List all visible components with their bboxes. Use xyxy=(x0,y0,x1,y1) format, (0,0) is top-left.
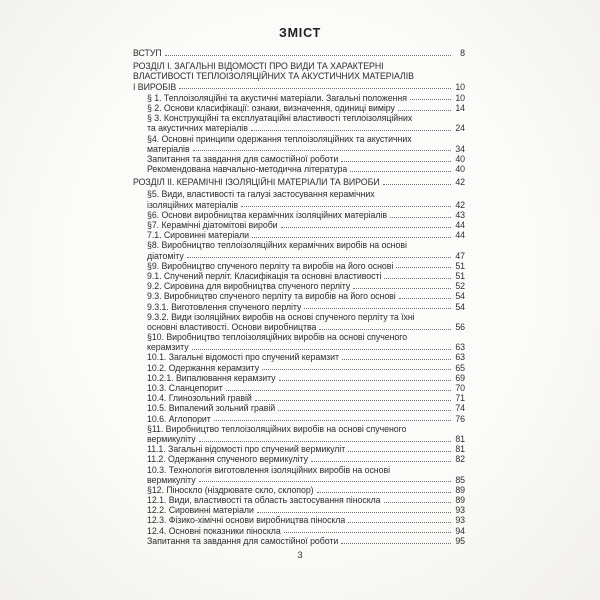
toc-entry-page: 56 xyxy=(455,321,465,332)
toc-entry-continuation xyxy=(133,424,465,434)
toc-entry-text: 9.1. Спучений перліт. Класифікація та основні властивості xyxy=(147,270,382,281)
toc-entry-page: 43 xyxy=(455,209,465,220)
toc-entry-page: 42 xyxy=(455,199,465,210)
toc-entry xyxy=(133,93,465,103)
toc-entry-page: 93 xyxy=(455,505,465,516)
toc-entry-page: 10 xyxy=(455,92,465,103)
toc-entry-text: 9.3. Виробництво спученого перліту та виробів на його основі xyxy=(147,291,396,302)
toc-entry-text: 9.3.1. Виготовлення спученого перліту xyxy=(147,301,302,312)
toc-entry-page: 51 xyxy=(455,260,465,271)
toc-entry-text: матеріалів xyxy=(147,143,190,154)
dot-leader xyxy=(252,236,451,238)
toc-entry-text: 11.1. Загальні відомості про спучений вермикуліт xyxy=(147,444,346,455)
toc-entry-page: 54 xyxy=(455,291,465,302)
dot-leader xyxy=(348,450,451,452)
toc-entry-page: 24 xyxy=(455,123,465,134)
toc-entry-text: 10.4. Глинозольний гравій xyxy=(147,393,252,404)
dot-leader xyxy=(390,216,451,218)
toc-entry-text: керамзиту xyxy=(147,342,189,353)
dot-leader xyxy=(255,399,451,401)
toc-entry-page: 44 xyxy=(455,230,465,241)
toc-entry-page: 63 xyxy=(455,352,465,363)
dot-leader xyxy=(348,521,451,523)
toc-entry-continuation xyxy=(133,189,465,199)
toc-entry-text: Запитання та завдання для самостійної роботи xyxy=(147,535,339,546)
toc-entry xyxy=(133,515,465,525)
toc-entry xyxy=(133,164,465,174)
toc-entry-continuation xyxy=(133,332,465,342)
toc-entry-text: вермикуліту xyxy=(147,474,196,485)
toc-entry-text: §12. Піноскло (ніздрювате скло, склопор) xyxy=(147,484,314,495)
toc-entry-text: ізоляційних матеріалів xyxy=(147,199,238,210)
dot-leader xyxy=(304,307,451,309)
toc-entry xyxy=(133,414,465,424)
dot-leader xyxy=(384,277,451,279)
dot-leader xyxy=(311,460,451,462)
toc-entry-page: 85 xyxy=(455,474,465,485)
toc-entry-page: 81 xyxy=(455,433,465,444)
dot-leader xyxy=(399,297,451,299)
dot-leader xyxy=(342,358,451,360)
toc-entry xyxy=(133,291,465,301)
toc-entry xyxy=(133,154,465,164)
toc-entry xyxy=(133,48,465,58)
toc-entry-page: 93 xyxy=(455,515,465,526)
toc-entry xyxy=(133,373,465,383)
toc-entry-text: 9.3.2. Види ізоляційних виробів на основі спученого перліту та їхні xyxy=(147,311,415,322)
toc-entry-page: 95 xyxy=(455,535,465,546)
toc-entry-continuation xyxy=(133,465,465,475)
page-title: ЗМІСТ xyxy=(278,26,322,40)
toc-entry-page: 40 xyxy=(455,153,465,164)
toc-entry xyxy=(133,393,465,403)
dot-leader xyxy=(350,170,451,172)
toc-entry xyxy=(133,261,465,271)
toc-entry-text: 10.2.1. Випалювання керамзиту xyxy=(147,372,276,383)
toc-entry xyxy=(133,251,465,261)
toc-entry-page: 65 xyxy=(455,362,465,373)
toc-entry-page: 51 xyxy=(455,270,465,281)
toc-entry-page: 89 xyxy=(455,484,465,495)
toc-entry xyxy=(133,281,465,291)
dot-leader xyxy=(179,87,451,89)
toc-entry-text: діатоміту xyxy=(147,250,184,261)
toc-entry-text: 7.1. Сировинні матеріали xyxy=(147,230,250,241)
toc-entry xyxy=(133,200,465,210)
toc-entry-page: 74 xyxy=(455,403,465,414)
dot-leader xyxy=(193,149,451,151)
toc-entry-page: 94 xyxy=(455,525,465,536)
toc-entry-text: §4. Основні принципи одержання теплоізоляційних та акустичних xyxy=(147,133,412,144)
toc-entry-text: 10.3. Сланцепорит xyxy=(147,383,223,393)
toc-list xyxy=(133,48,465,546)
toc-entry-text: §9. Виробництво спученого перліту та виробів на його основі xyxy=(147,260,394,271)
toc-entry-text: § 2. Основи класифікації: ознаки, визначення, одиниці виміру xyxy=(147,102,395,113)
toc-entry xyxy=(133,505,465,515)
toc-entry xyxy=(133,363,465,373)
toc-entry-text: 10.1. Загальні відомості про спучений керамзит xyxy=(147,352,339,363)
dot-leader xyxy=(341,160,451,162)
toc-entry-text: та акустичних матеріалів xyxy=(147,123,248,134)
dot-leader xyxy=(383,183,451,185)
dot-leader xyxy=(214,419,451,421)
dot-leader xyxy=(257,511,451,513)
dot-leader xyxy=(398,109,451,111)
toc-entry-page: 81 xyxy=(455,444,465,455)
toc-entry-continuation xyxy=(133,312,465,322)
toc-entry xyxy=(133,526,465,536)
toc-entry xyxy=(133,495,465,505)
toc-entry-continuation xyxy=(133,71,465,81)
toc-entry-text: Рекомендована навчально-методична література xyxy=(147,164,348,175)
toc-entry xyxy=(133,454,465,464)
toc-entry xyxy=(133,475,465,485)
dot-leader xyxy=(341,542,451,544)
toc-entry-text: вермикуліту xyxy=(147,433,196,444)
toc-entry-page: 54 xyxy=(455,301,465,312)
toc-entry xyxy=(133,352,465,362)
toc-entry xyxy=(133,123,465,133)
dot-leader xyxy=(279,379,451,381)
toc-entry xyxy=(133,220,465,230)
toc-entry-text: 10.2. Одержання керамзиту xyxy=(147,362,260,373)
toc-entry xyxy=(133,403,465,413)
toc-entry-page: 76 xyxy=(455,413,465,424)
toc-entry-page: 89 xyxy=(455,495,465,506)
toc-entry-continuation xyxy=(133,113,465,123)
page-number: 3 xyxy=(297,550,303,561)
toc-entry xyxy=(133,230,465,240)
toc-entry-continuation xyxy=(133,240,465,250)
toc-entry-text: Запитання та завдання для самостійної роботи xyxy=(147,153,339,164)
toc-entry-text: 10.5. Випалений зольний гравій xyxy=(147,403,276,414)
toc-entry-page: 82 xyxy=(455,454,465,465)
dot-leader xyxy=(353,287,451,289)
toc-entry-text: ВЛАСТИВОСТІ ТЕПЛОІЗОЛЯЦІЙНИХ ТА АКУСТИЧНИХ МАТЕРІАЛІВ xyxy=(133,71,414,82)
toc-entry-continuation xyxy=(133,61,465,71)
toc-entry-page: 8 xyxy=(460,48,465,58)
dot-leader xyxy=(192,348,451,350)
toc-entry xyxy=(133,485,465,495)
toc-entry-page: 34 xyxy=(455,143,465,154)
toc-entry-text: 12.3. Фізико-хімічні основи виробництва піноскла xyxy=(147,515,346,526)
toc-entry xyxy=(133,342,465,352)
toc-entry-continuation xyxy=(133,134,465,144)
dot-leader xyxy=(319,328,451,330)
dot-leader xyxy=(317,491,451,493)
dot-leader xyxy=(262,368,451,370)
toc-entry xyxy=(133,177,465,187)
toc-entry xyxy=(133,322,465,332)
dot-leader xyxy=(187,256,451,258)
toc-entry-text: І ВИРОБІВ xyxy=(133,81,177,92)
toc-entry-page: 10 xyxy=(455,81,465,92)
toc-entry-text: §5. Види, властивості та галузі застосування керамічних xyxy=(147,189,375,200)
toc-entry-text: ВСТУП xyxy=(133,48,162,58)
dot-leader xyxy=(199,440,451,442)
dot-leader xyxy=(281,226,451,228)
toc-entry-text: 12.1. Види, властивості та область застосування піноскла xyxy=(147,495,381,506)
toc-entry-text: 9.2. Сировина для виробництва спученого перліту xyxy=(147,281,351,292)
dot-leader xyxy=(241,205,451,207)
dot-leader xyxy=(410,98,451,100)
toc-entry xyxy=(133,434,465,444)
toc-entry-text: §7. Керамічні діатомітові вироби xyxy=(147,220,278,230)
toc-entry-page: 69 xyxy=(455,372,465,383)
toc-entry-page: 42 xyxy=(455,177,465,188)
dot-leader xyxy=(284,531,451,533)
toc-entry-page: 44 xyxy=(455,220,465,230)
dot-leader xyxy=(251,129,451,131)
dot-leader xyxy=(396,266,451,268)
toc-entry xyxy=(133,82,465,92)
toc-entry-page: 14 xyxy=(455,102,465,113)
dot-leader xyxy=(226,389,451,391)
toc-entry-text: 11.2. Одержання спученого вермикуліту xyxy=(147,454,308,465)
toc-entry-page: 52 xyxy=(455,281,465,292)
toc-entry xyxy=(133,444,465,454)
dot-leader xyxy=(278,409,451,411)
toc-entry-text: 10.6. Аглопорит xyxy=(147,413,211,424)
toc-entry-page: 47 xyxy=(455,250,465,261)
toc-entry-text: §8. Виробництво теплоізоляційних керамічних виробів на основі xyxy=(147,240,407,251)
toc-entry xyxy=(133,103,465,113)
toc-entry-text: § 1. Теплоізоляційні та акустичні матеріали. Загальні положення xyxy=(147,92,407,103)
toc-entry-text: § 3. Конструкційні та експлуатаційні властивості теплоізоляційних xyxy=(147,113,413,124)
toc-entry xyxy=(133,144,465,154)
toc-entry xyxy=(133,210,465,220)
toc-entry-page: 71 xyxy=(455,393,465,404)
toc-entry xyxy=(133,271,465,281)
toc-entry-text: 12.2. Сировинні матеріали xyxy=(147,505,254,516)
dot-leader xyxy=(199,480,451,482)
toc-entry-text: РОЗДІЛ ІІ. КЕРАМІЧНІ ІЗОЛЯЦІЙНІ МАТЕРІАЛИ ТА ВИРОБИ xyxy=(133,177,380,188)
toc-entry-text: РОЗДІЛ І. ЗАГАЛЬНІ ВІДОМОСТІ ПРО ВИДИ ТА ХАРАКТЕРНІ xyxy=(133,61,384,72)
toc-entry xyxy=(133,536,465,546)
toc-entry-page: 63 xyxy=(455,342,465,353)
dot-leader xyxy=(165,54,451,56)
toc-entry-text: основні властивості. Основи виробництва xyxy=(147,321,317,332)
dot-leader xyxy=(384,501,451,503)
toc-entry-text: 10.3. Технологія виготовлення ізоляційних виробів на основі xyxy=(147,464,390,475)
toc-entry-text: §10. Виробництво теплоізоляційних виробів на основі спученого xyxy=(147,332,408,343)
toc-entry-text: §6. Основи виробництва керамічних ізоляційних матеріалів xyxy=(147,209,387,220)
toc-entry xyxy=(133,383,465,393)
toc-entry-page: 40 xyxy=(455,164,465,175)
toc-entry-text: 12.4. Основні показники піноскла xyxy=(147,525,281,536)
toc-entry-page: 70 xyxy=(455,383,465,393)
toc-entry xyxy=(133,302,465,312)
toc-entry-text: §11. Виробництво теплоізоляційних виробів на основі спученого xyxy=(147,423,407,434)
